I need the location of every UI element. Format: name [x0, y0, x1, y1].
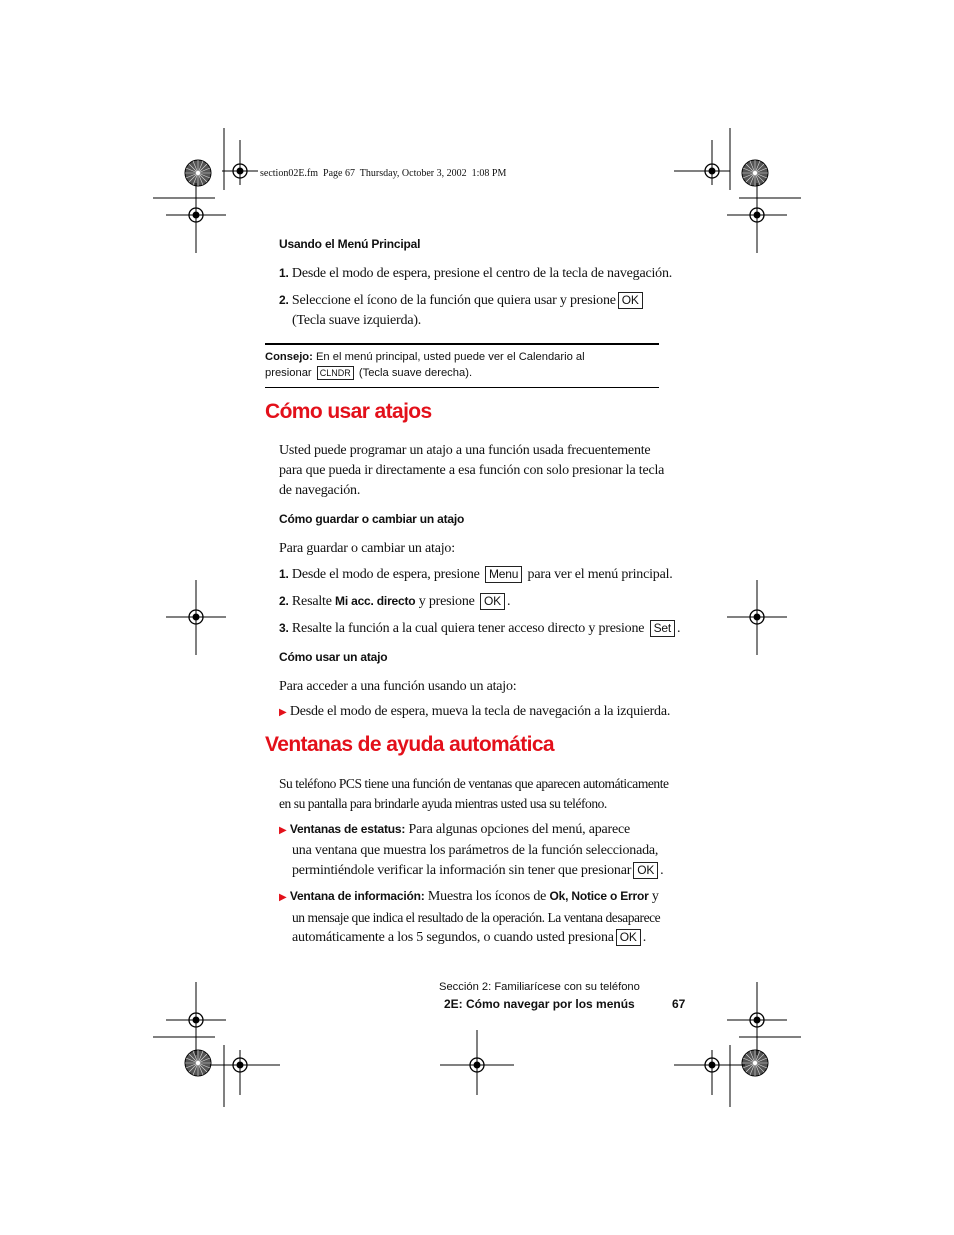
triangle-bullet-icon: ▶: [279, 825, 287, 836]
file-stamp: section02E.fm Page 67 Thursday, October 3, 2002 1:08 PM: [260, 168, 507, 179]
color-wheel-icon: [742, 1050, 768, 1076]
menu-step-2-cont: (Tecla suave izquierda).: [292, 313, 422, 328]
menu-step-1-text: Desde el modo de espera, presione el centro de la tecla de navegación.: [291, 266, 673, 281]
ok-key-label: OK: [616, 929, 641, 946]
usar-title: Cómo usar un atajo: [279, 650, 388, 664]
tip-bottom-rule: [265, 387, 659, 388]
tip-label: Consejo:: [265, 351, 313, 363]
guardar-step-2: 2. Resalte Mi acc. directo y presione OK .: [279, 594, 511, 609]
menu-step-1: 1. Desde el modo de espera, presione el centro de la tecla de navegación.: [279, 266, 673, 281]
color-wheel-icon: [185, 1050, 211, 1076]
guardar-step-1: 1. Desde el modo de espera, presione Menu para ver el menú principal.: [279, 567, 673, 582]
page-number: 67: [672, 997, 686, 1011]
guardar-step-3: 3. Resalte la función a la cual quiera tener acceso directo y presione Set .: [279, 621, 681, 636]
set-key-label: Set: [650, 620, 675, 637]
mi-acc-directo-label: Mi acc. directo: [335, 594, 416, 608]
triangle-bullet-icon: ▶: [279, 892, 287, 903]
estatus-label: Ventanas de estatus:: [289, 822, 406, 836]
color-wheel-icon: [185, 160, 211, 186]
ayuda-heading: Ventanas de ayuda automática: [265, 733, 554, 756]
usar-lead: Para acceder a una función usando un atajo:: [279, 679, 517, 694]
ayuda-bullet-estatus: ▶ Ventanas de estatus: Para algunas opciones del menú, aparece una ventana que muestra los parámetros de la función seleccionada, permintiéndole verificar la información sin tener que presionar OK .: [279, 822, 664, 878]
atajos-intro: Usted puede programar un atajo a una función usada frecuentemente para que pueda ir directamente a esa función con solo presionar la tecla de navegación.: [279, 443, 665, 498]
footer-chapter: 2E: Cómo navegar por los menús: [444, 997, 635, 1011]
ok-key-label: OK: [633, 862, 658, 879]
tip-box: Consejo: En el menú principal, usted puede ver el Calendario al presionar CLNDR (Tecla suave derecha).: [265, 351, 585, 379]
color-wheel-icon: [742, 160, 768, 186]
clndr-key-label: CLNDR: [317, 366, 354, 380]
guardar-title: Cómo guardar o cambiar un atajo: [279, 512, 465, 526]
ayuda-bullet-informacion: ▶ Ventana de información: Muestra los íconos de Ok, Notice o Error y un mensaje que indica el resultado de la operación. La ventana desaparece automáticamente a los 5 segundos, o cuando usted presiona OK .: [279, 889, 661, 945]
atajos-heading: Cómo usar atajos: [265, 400, 432, 423]
triangle-bullet-icon: ▶: [279, 707, 287, 718]
guardar-lead: Para guardar o cambiar un atajo:: [279, 541, 455, 556]
menu-step-2: 2. Seleccione el ícono de la función que quiera usar y presione OK: [279, 290, 645, 311]
informacion-label: Ventana de información:: [289, 889, 425, 903]
ok-notice-error-label: Ok, Notice o Error: [549, 889, 649, 903]
ok-key-label: OK: [618, 292, 643, 309]
tip-top-rule: [265, 343, 659, 345]
usar-bullet: ▶ Desde el modo de espera, mueva la tecla de navegación a la izquierda.: [279, 704, 671, 719]
menu-principal-title: Usando el Menú Principal: [279, 237, 421, 251]
ayuda-intro: Su teléfono PCS tiene una función de ventanas que aparecen automáticamente en su pantalla para brindarle ayuda mientras usted usa su teléfono.: [279, 776, 669, 811]
ok-key-label: OK: [480, 593, 505, 610]
footer-section: Sección 2: Familiarícese con su teléfono: [439, 981, 640, 993]
menu-key-label: Menu: [485, 566, 522, 583]
